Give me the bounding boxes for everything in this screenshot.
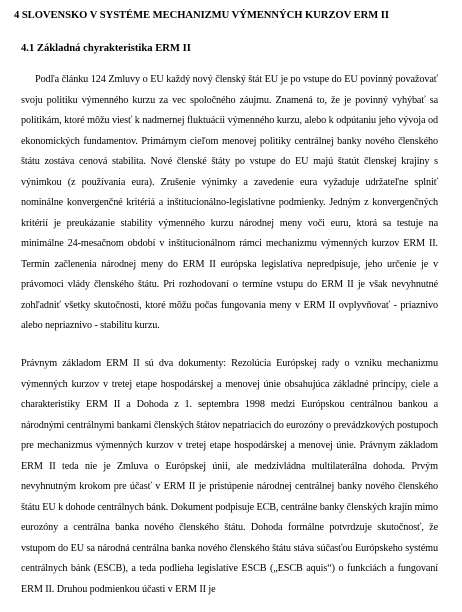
body-paragraph-2: Právnym základom ERM II sú dva dokumenty: Rezolúcia Európskej rady o vzniku mechanizmu výmenných kurzov v tretej etape hospodárskej a menovej únie obsahujúca základné princípy, ciele a charakteristiky ERM II a Dohoda z 1. septembra 1998 medzi Európskou centrálnou bankou a národnými centrálnymi bankami členských štátov nepatriacich do eurozóny o prevádzkových postupoch pre mechanizmus výmenných kurzov v tretej etape hospodárskej a menovej únie. Právnym základom ERM II teda nie je Zmluva o Európskej únii, ale medzivládna multilaterálna dohoda. Prvým nevyhnutným krokom pre účasť v ERM II je pristúpenie národnej centrálnej banky nového členského štátu EU k dohode centrálnych bánk. Dokument podpisuje ECB, centrálne banky členských krajín mimo eurozóny a centrálna banka nového členského štátu. Dohoda formálne potvrdzuje skutočnosť, že vstupom do EU sa národná centrálna banka nového členského štátu stáva súčasťou Európskeho systému centrálnych bánk (ESCB), a teda podlieha legislatíve ESCB („ESCB aquis“) o funkciách a fungovaní ERM II. Druhou podmienkou účasti v ERM II je — [21, 358, 438, 595]
body-paragraph-1: Podľa článku 124 Zmluvy o EU každý nový členský štát EU je po vstupe do EU povinný považovať svoju politiku výmenného kurzu za vec spoločného záujmu. Znamená to, že je povinný vyhýbať sa politikám, ktoré môžu viesť k nadmernej fluktuácii výmenného kurzu, alebo k odpútaniu jeho vývoja od ekonomických fundamentov. Primárnym cieľom menovej politiky centrálnej banky nového členského štátu zostáva cenová stabilita. Nové členské štáty po vstupe do EU majú štatút členskej krajiny s výnimkou (z používania eura). Zrušenie výnimky a zavedenie eura vyžaduje udržateľne splniť nominálne konvergenčné kritériá a inštitucionálno-legislatívne podmienky. Jedným z konvergenčných kritérií je preukázanie stability výmenného kurzu národnej meny voči euru, ktorá sa testuje na minimálne 24-mesačnom období v inštitucionálnom rámci mechanizmu výmenných kurzov ERM II. Termín začlenenia národnej meny do ERM II európska legislatíva nepredpisuje, jeho určenie je v právomoci vlády členského štátu. Pri rozhodovaní o termíne vstupu do ERM II je však nevyhnutné zohľadniť všetky skutočnosti, ktoré môžu počas fungovania meny v ERM II ovplyvňovať - priaznivo alebo nepriaznivo - stabilitu kurzu. — [21, 74, 438, 331]
section-heading: 4.1 Základná chyrakteristika ERM II — [21, 43, 191, 54]
chapter-heading: 4 SLOVENSKO V SYSTÉME MECHANIZMU VÝMENNÝCH KURZOV ERM II — [14, 10, 389, 21]
